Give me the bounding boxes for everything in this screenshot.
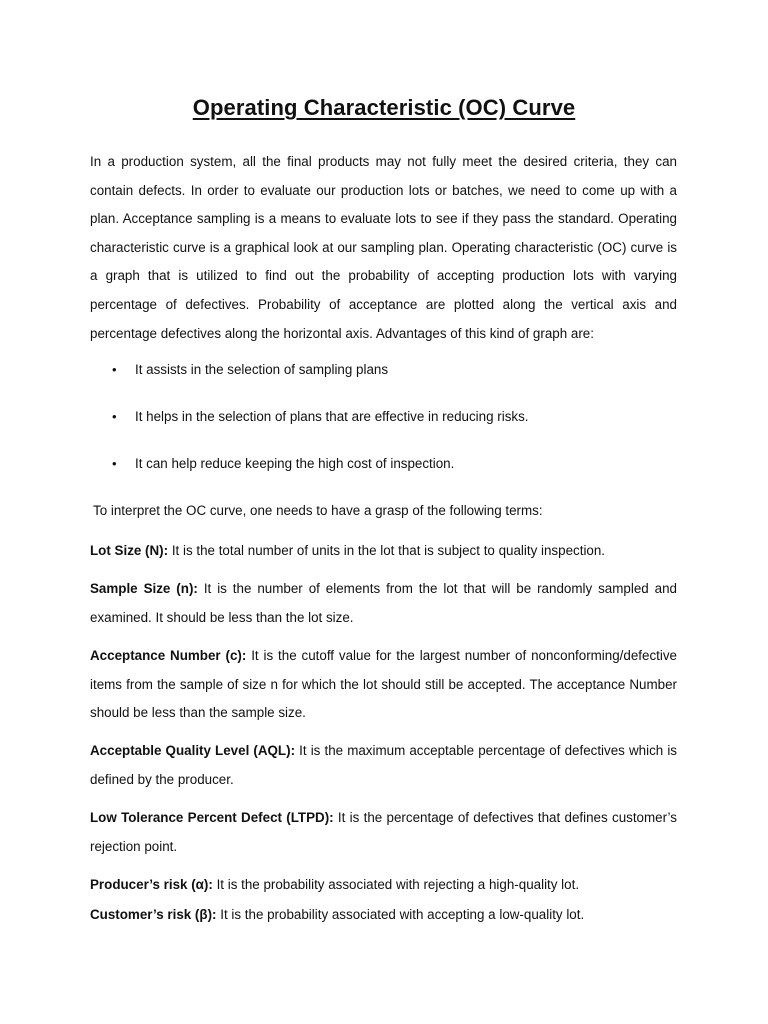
list-item	[90, 403, 677, 450]
terms-intro: To interpret the OC curve, one needs to have a grasp of the following terms:	[93, 503, 543, 518]
term-sample-size	[90, 575, 677, 632]
term-aql	[90, 737, 677, 794]
term-definition: It is the cutoff value for the largest number of nonconforming/defective items from the sample of size n for which the lot should still be accepted. The acceptance Number should be less than the sample size.	[90, 648, 677, 720]
term-definition: It is the percentage of defectives that defines customer’s rejection point.	[90, 810, 677, 854]
term-label: Lot Size (N):	[90, 543, 169, 558]
term-label: Producer’s risk (α):	[90, 877, 213, 892]
list-item-text: It can help reduce keeping the high cost of inspection.	[135, 456, 455, 471]
page-title: Operating Characteristic (OC) Curve	[192, 95, 576, 120]
advantages-list	[90, 356, 677, 497]
list-item-text: It assists in the selection of sampling plans	[135, 362, 389, 377]
list-item-text: It helps in the selection of plans that are effective in reducing risks.	[135, 409, 529, 424]
bullet-icon: •	[112, 409, 117, 424]
term-label: Low Tolerance Percent Defect (LTPD):	[90, 810, 334, 825]
term-label: Customer’s risk (β):	[90, 907, 217, 922]
term-lot-size	[90, 537, 677, 566]
bullet-icon: •	[112, 362, 117, 377]
term-label: Sample Size (n):	[90, 581, 198, 596]
term-ltpd	[90, 804, 677, 861]
term-customers-risk	[90, 901, 677, 930]
term-producers-risk	[90, 871, 677, 900]
list-item	[90, 356, 677, 403]
term-definition: It is the probability associated with accepting a low-quality lot.	[216, 907, 585, 922]
term-definition: It is the maximum acceptable percentage of defectives which is defined by the producer.	[90, 743, 677, 787]
term-acceptance-number	[90, 642, 677, 728]
term-label: Acceptance Number (c):	[90, 648, 247, 663]
intro-paragraph: In a production system, all the final products may not fully meet the desired criteria, they can contain defects. In order to evaluate our production lots or batches, we need to come up with a plan. Acceptance sampling is a means to evaluate lots to see if they pass the standard. Operating characteristic curve is a graphical look at our sampling plan. Operating characteristic (OC) curve is a graph that is utilized to find out the probability of accepting production lots with varying percentage of defectives. Probability of acceptance are plotted along the vertical axis and percentage defectives along the horizontal axis. Advantages of this kind of graph are:	[90, 154, 677, 341]
term-definition: It is the total number of units in the lot that is subject to quality inspection.	[168, 543, 606, 558]
term-definition: It is the probability associated with rejecting a high-quality lot.	[212, 877, 580, 892]
term-definition: It is the number of elements from the lot that will be randomly sampled and examined. It should be less than the lot size.	[90, 581, 677, 625]
term-label: Acceptable Quality Level (AQL):	[90, 743, 296, 758]
bullet-icon: •	[112, 456, 117, 471]
list-item	[90, 450, 677, 497]
